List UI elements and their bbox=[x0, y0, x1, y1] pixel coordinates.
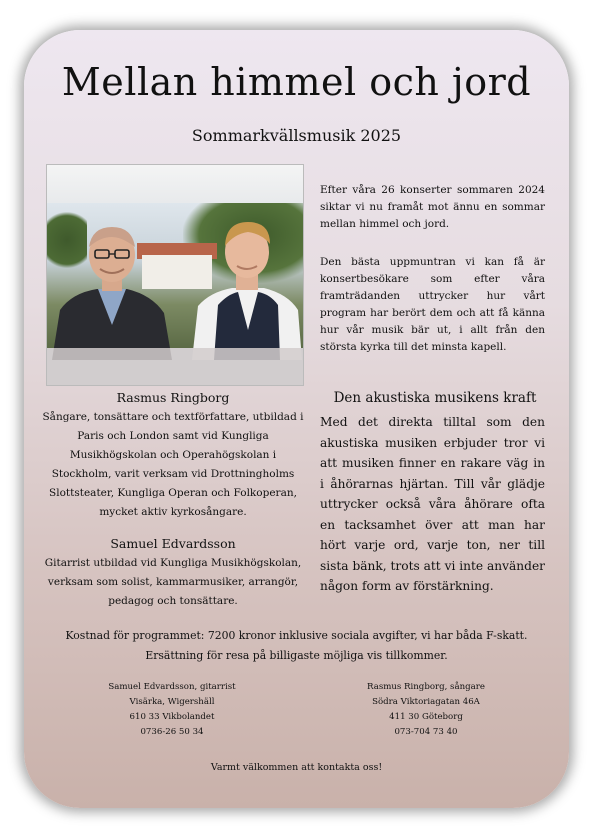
contact-street: Visärka, Wigershäll bbox=[129, 697, 215, 707]
contact-rasmus bbox=[326, 680, 526, 740]
artist-bio-rasmus: Sångare, tonsättare och textförfattare, utbildad i Paris och London samt vid Kungliga Musikhögskolan och Operahögskolan i Stockholm, varit verksam vid Drottningholms Slottsteater, Kungliga Operan och Folkoperan, mycket aktiv kyrkosångare. bbox=[42, 411, 304, 518]
contact-phone[interactable]: 0736-26 50 34 bbox=[140, 727, 204, 737]
artist-name-samuel: Samuel Edvardsson bbox=[110, 536, 236, 551]
contact-phone[interactable]: 073-704 73 40 bbox=[394, 727, 458, 737]
travel-line: Ersättning för resa på billigaste möjliga vis tillkommer. bbox=[145, 649, 448, 662]
artist-name-rasmus: Rasmus Ringborg bbox=[116, 390, 230, 405]
section-text: Med det direkta tilltal som den akustiska musiken erbjuder tror vi att musiken finner en rakare väg in i åhörarnas hjärtan. Till vår glädje uttrycker också våra åhörare ofta en tacksamhet över att man har hört varje ord, varje ton, ner till sista bänk, trots att vi inte använder någon form av förstärkning. bbox=[320, 415, 545, 593]
intro-paragraph-2: Den bästa uppmuntran vi kan få är konsertbesökare som efter våra framträdanden uttrycker hur vårt program har berört dem och att få känna hur vår musik bär ut, i allt från den största kyrka till det minsta kapell. bbox=[320, 256, 545, 353]
cost-line: Kostnad för programmet: 7200 kronor inklusive sociala avgifter, vi har båda F-skatt. bbox=[65, 629, 528, 642]
contact-city: 610 33 Vikbolandet bbox=[129, 712, 215, 722]
contact-name: Samuel Edvardsson, gitarrist bbox=[108, 682, 236, 692]
intro-paragraph-1: Efter våra 26 konserter sommaren 2024 siktar vi nu framåt mot ännu en sommar mellan himmel och jord. bbox=[320, 184, 545, 230]
flyer-card bbox=[24, 30, 569, 808]
page-title: Mellan himmel och jord bbox=[61, 60, 532, 104]
artist-bio-samuel: Gitarrist utbildad vid Kungliga Musikhögskolan, verksam som solist, kammarmusiker, arrangör, pedagog och tonsättare. bbox=[44, 557, 302, 607]
contact-street: Södra Viktoriagatan 46A bbox=[372, 697, 480, 707]
person-left-figure bbox=[52, 215, 172, 360]
person-right-figure bbox=[192, 210, 302, 360]
welcome-message: Varmt välkommen att kontakta oss! bbox=[210, 762, 383, 773]
contact-samuel bbox=[72, 680, 272, 740]
artists-photo bbox=[46, 164, 304, 386]
page-subtitle: Sommarkvällsmusik 2025 bbox=[191, 126, 402, 145]
contact-name: Rasmus Ringborg, sångare bbox=[367, 682, 485, 692]
contact-city: 411 30 Göteborg bbox=[389, 712, 463, 722]
section-heading: Den akustiska musikens kraft bbox=[333, 390, 537, 406]
cost-info bbox=[24, 626, 569, 666]
